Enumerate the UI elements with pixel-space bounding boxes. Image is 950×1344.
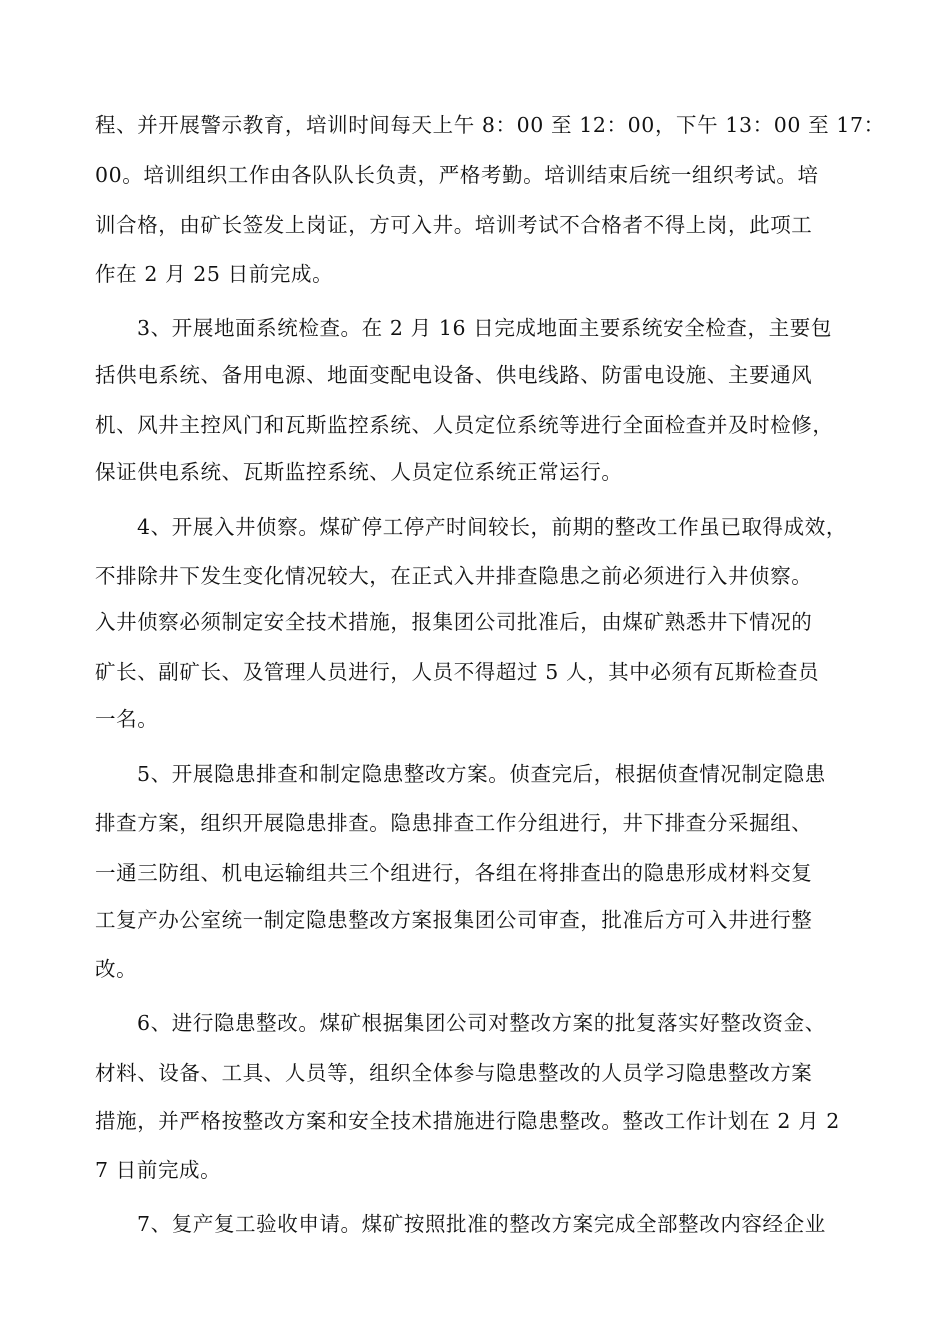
text-line: 7、复产复工验收申请。煤矿按照批准的整改方案完成全部整改内容经企业 <box>137 1212 826 1236</box>
text-line: 训合格，由矿长签发上岗证，方可入井。培训考试不合格者不得上岗，此项工 <box>95 213 813 237</box>
text-line: 6、进行隐患整改。煤矿根据集团公司对整改方案的批复落实好整改资金、 <box>137 1011 826 1035</box>
text-line: 不排除井下发生变化情况较大，在正式入井排查隐患之前必须进行入井侦察。 <box>95 564 813 588</box>
text-line: 作在 2 月 25 日前完成。 <box>95 262 334 286</box>
text-line: 排查方案，组织开展隐患排查。隐患排查工作分组进行，井下排查分采掘组、 <box>95 811 813 835</box>
text-line: 4、开展入井侦察。煤矿停工停产时间较长，前期的整改工作虽已取得成效， <box>137 515 847 539</box>
text-line: 保证供电系统、瓦斯监控系统、人员定位系统正常运行。 <box>95 460 623 484</box>
text-line: 工复产办公室统一制定隐患整改方案报集团公司审查，批准后方可入井进行整 <box>95 908 813 932</box>
text-line: 5、开展隐患排查和制定隐患整改方案。侦查完后，根据侦查情况制定隐患 <box>137 762 826 786</box>
text-line: 措施，并严格按整改方案和安全技术措施进行隐患整改。整改工作计划在 2 月 2 <box>95 1109 840 1133</box>
text-line: 程、并开展警示教育，培训时间每天上午 8：00 至 12：00，下午 13：00 至 17： <box>95 113 885 137</box>
text-line: 矿长、副矿长、及管理人员进行，人员不得超过 5 人，其中必须有瓦斯检查员 <box>95 660 820 684</box>
text-line: 入井侦察必须制定安全技术措施，报集团公司批准后，由煤矿熟悉井下情况的 <box>95 610 813 634</box>
text-line: 括供电系统、备用电源、地面变配电设备、供电线路、防雷电设施、主要通风 <box>95 363 813 387</box>
text-line: 7 日前完成。 <box>95 1158 222 1182</box>
text-line: 改。 <box>95 957 138 981</box>
text-line: 00。培训组织工作由各队队长负责，严格考勤。培训结束后统一组织考试。培 <box>95 163 819 187</box>
text-line: 3、开展地面系统检查。在 2 月 16 日完成地面主要系统安全检查，主要包 <box>137 316 832 340</box>
text-line: 一名。 <box>95 707 159 731</box>
text-line: 一通三防组、机电运输组共三个组进行，各组在将排查出的隐患形成材料交复 <box>95 861 813 885</box>
text-line: 机、风井主控风门和瓦斯监控系统、人员定位系统等进行全面检查并及时检修， <box>95 413 834 437</box>
text-line: 材料、设备、工具、人员等，组织全体参与隐患整改的人员学习隐患整改方案 <box>95 1061 813 1085</box>
